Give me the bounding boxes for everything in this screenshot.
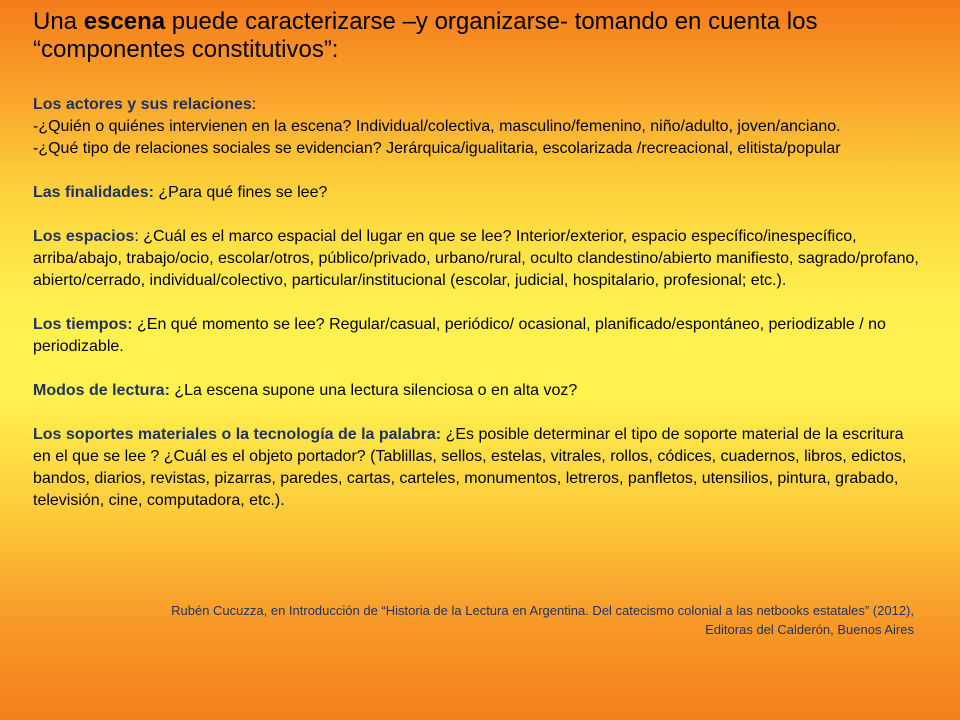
section-text: ¿La escena supone una lectura silenciosa o en alta voz?: [169, 382, 578, 399]
section-heading: Las finalidades:: [33, 184, 154, 201]
section-heading: Los soportes materiales o la tecnología de la palabra:: [33, 426, 442, 443]
section-text: : ¿Cuál es el marco espacial del lugar en que se lee? Interior/exterior, espacio específico/inespecífico, arriba/abajo, trabajo/ocio, escolar/otros, público/privado, urbano/rural, oculto clandestino/abierto manifiesto, sagrado/profano, abierto/cerrado, individual/colectivo, particular/institucional (escolar, judicial, hospitalario, profesional; etc.).: [33, 228, 919, 289]
citation: [54, 601, 914, 639]
section-text-line: -¿Qué tipo de relaciones sociales se evidencian? Jerárquica/igualitaria, escolarizada /recreacional, elitista/popular: [33, 140, 841, 157]
citation-line: Editoras del Calderón, Buenos Aires: [705, 622, 914, 637]
slide-title: [33, 8, 933, 64]
section-espacios: [33, 226, 923, 292]
section-text: ¿Para qué fines se lee?: [153, 184, 328, 201]
section-heading: Los actores y sus relaciones: [33, 96, 252, 113]
section-heading-colon: :: [251, 96, 257, 113]
section-heading: Los espacios: [33, 228, 135, 245]
section-tiempos: [33, 314, 923, 358]
title-emphasis: escena: [83, 8, 166, 35]
section-heading: Los tiempos:: [33, 316, 133, 333]
section-modos-lectura: [33, 380, 923, 402]
section-soportes: [33, 424, 923, 512]
section-heading: Modos de lectura:: [33, 382, 170, 399]
section-finalidades: [33, 182, 923, 204]
title-text-end: puede caracterizarse –y organizarse- tomando en cuenta los “componentes constitutivos”:: [33, 8, 818, 63]
section-text-line: -¿Quién o quiénes intervienen en la escena? Individual/colectiva, masculino/femenino, niño/adulto, joven/anciano.: [33, 118, 841, 135]
slide-body: [33, 94, 923, 512]
section-actores: [33, 94, 923, 160]
section-text: ¿Es posible determinar el tipo de soporte material de la escritura en el que se lee ? ¿Cuál es el objeto portador? (Tablillas, sellos, estelas, vitrales, rollos, códices, cuadernos, libros, edictos, bandos, diarios, revistas, pizarras, paredes, cartas, carteles, monumentos, letreros, panfletos, utensilios, pintura, grabado, televisión, cine, computadora, etc.).: [33, 426, 907, 509]
title-text-start: Una: [33, 8, 84, 35]
section-text: ¿En qué momento se lee? Regular/casual, periódico/ ocasional, planificado/espontáneo, periodizable / no periodizable.: [33, 316, 886, 355]
citation-line: Rubén Cucuzza, en Introducción de “Historia de la Lectura en Argentina. Del catecismo colonial a las netbooks estatales” (2012),: [171, 603, 914, 618]
